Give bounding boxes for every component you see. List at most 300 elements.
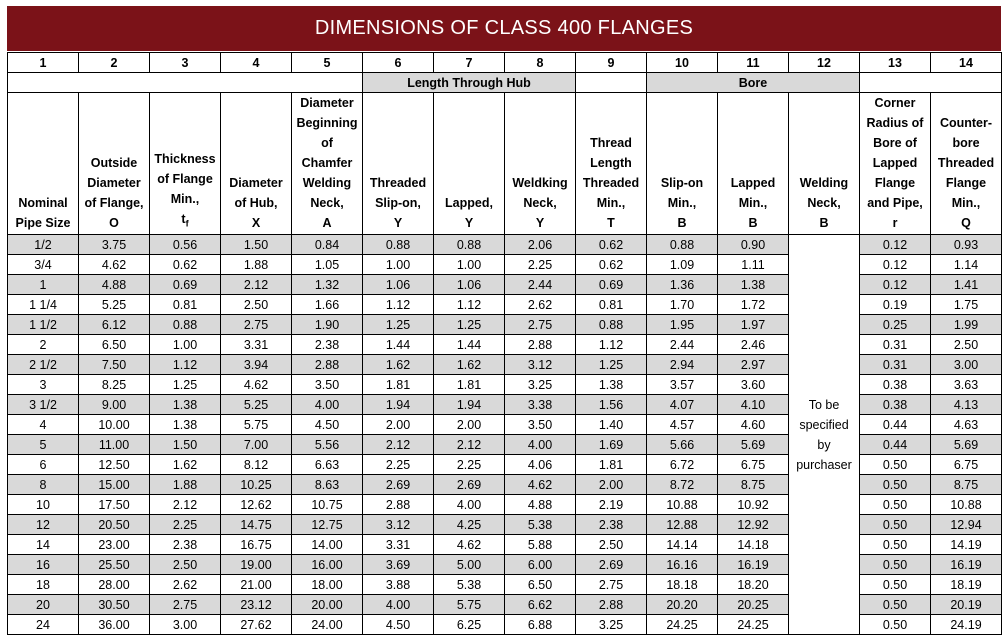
column-header (505, 93, 576, 235)
table-cell: 2.69 (576, 555, 647, 575)
table-cell: 16.16 (647, 555, 718, 575)
table-cell: 3.50 (505, 415, 576, 435)
header-line: Diameter (300, 96, 354, 110)
table-cell: 2.00 (363, 415, 434, 435)
table-cell: 6.63 (292, 455, 363, 475)
header-line: Length (590, 156, 632, 170)
table-cell: 1.25 (576, 355, 647, 375)
header-line: Radius of (866, 116, 924, 130)
table-cell: 0.69 (576, 275, 647, 295)
table-cell: 30.50 (79, 595, 150, 615)
table-cell: 14.18 (718, 535, 789, 555)
table-cell: 1.38 (718, 275, 789, 295)
column-number: 1 (8, 53, 79, 73)
column-group-row (8, 73, 1002, 93)
table-cell: 3.31 (363, 535, 434, 555)
header-line: Y (393, 216, 403, 230)
table-cell: 27.62 (221, 615, 292, 635)
table-cell: 0.81 (150, 295, 221, 315)
table-cell: 0.88 (363, 235, 434, 255)
table-cell: 1.38 (576, 375, 647, 395)
table-cell: 4.62 (505, 475, 576, 495)
table-cell: 20.20 (647, 595, 718, 615)
table-cell: 4.88 (79, 275, 150, 295)
table-cell: 6.25 (434, 615, 505, 635)
header-line: T (607, 216, 615, 230)
header-line: Nominal (18, 196, 68, 210)
table-cell: 1.75 (931, 295, 1002, 315)
table-cell: 0.81 (576, 295, 647, 315)
table-cell: 5.66 (647, 435, 718, 455)
table-cell: 18.19 (931, 575, 1002, 595)
column-number: 11 (718, 53, 789, 73)
pipe-size-cell: 1 1/4 (8, 295, 79, 315)
table-cell: 1.88 (221, 255, 292, 275)
column-header (150, 93, 221, 235)
table-cell: 4.88 (505, 495, 576, 515)
pipe-size-cell: 14 (8, 535, 79, 555)
column-number: 7 (434, 53, 505, 73)
note-line: by (817, 437, 831, 452)
table-cell: 6.00 (505, 555, 576, 575)
pipe-size-cell: 3 (8, 375, 79, 395)
pipe-size-cell: 10 (8, 495, 79, 515)
table-cell: 1.00 (150, 335, 221, 355)
header-line: Min., (667, 196, 697, 210)
table-cell: 4.60 (718, 415, 789, 435)
table-cell: 0.31 (860, 355, 931, 375)
column-header (8, 93, 79, 235)
table-cell: 2.38 (150, 535, 221, 555)
table-cell: 0.50 (860, 575, 931, 595)
table-cell: 1.12 (576, 335, 647, 355)
table-cell: 2.38 (292, 335, 363, 355)
table-cell: 4.13 (931, 395, 1002, 415)
table-cell: 0.69 (150, 275, 221, 295)
header-line: Neck, (310, 196, 344, 210)
table-cell: 10.92 (718, 495, 789, 515)
table-cell: 8.63 (292, 475, 363, 495)
table-cell: 18.20 (718, 575, 789, 595)
pipe-size-cell: 1 1/2 (8, 315, 79, 335)
header-line: Lapped (872, 156, 918, 170)
table-cell: 0.31 (860, 335, 931, 355)
pipe-size-cell: 1 (8, 275, 79, 295)
table-cell: 4.50 (363, 615, 434, 635)
table-cell: 0.50 (860, 595, 931, 615)
table-cell: 16.00 (292, 555, 363, 575)
table-title: DIMENSIONS OF CLASS 400 FLANGES (7, 6, 1001, 51)
table-cell: 6.75 (931, 455, 1002, 475)
header-line: O (109, 216, 119, 230)
table-cell: 1.41 (931, 275, 1002, 295)
table-cell: 14.00 (292, 535, 363, 555)
column-number: 4 (221, 53, 292, 73)
header-line: Chamfer (301, 156, 353, 170)
table-cell: 6.88 (505, 615, 576, 635)
table-cell: 18.18 (647, 575, 718, 595)
table-cell: 3.25 (576, 615, 647, 635)
table-cell: 6.12 (79, 315, 150, 335)
table-cell: 2.12 (150, 495, 221, 515)
pipe-size-cell: 24 (8, 615, 79, 635)
table-cell: 4.00 (505, 435, 576, 455)
header-line: Flange (874, 176, 916, 190)
column-header (79, 93, 150, 235)
table-cell: 6.72 (647, 455, 718, 475)
table-cell: 0.88 (434, 235, 505, 255)
table-cell: 21.00 (221, 575, 292, 595)
table-cell: 15.00 (79, 475, 150, 495)
table-cell: 0.50 (860, 495, 931, 515)
group-spacer (576, 73, 647, 93)
table-cell: 0.84 (292, 235, 363, 255)
table-cell: 2.62 (150, 575, 221, 595)
column-header (789, 93, 860, 235)
header-line: Diameter (229, 176, 283, 190)
header-line: Thickness (154, 151, 216, 166)
table-cell: 2.50 (150, 555, 221, 575)
table-cell: 0.38 (860, 395, 931, 415)
column-number: 6 (363, 53, 434, 73)
table-cell: 1.11 (718, 255, 789, 275)
table-cell: 5.75 (221, 415, 292, 435)
column-number: 8 (505, 53, 576, 73)
header-line: Q (961, 216, 971, 230)
header-line: Neck, (523, 196, 557, 210)
table-cell: 10.88 (647, 495, 718, 515)
table-cell: 3.75 (79, 235, 150, 255)
table-cell: 2.62 (505, 295, 576, 315)
table-cell: 20.00 (292, 595, 363, 615)
table-cell: 10.00 (79, 415, 150, 435)
table-cell: 1.69 (576, 435, 647, 455)
column-number: 2 (79, 53, 150, 73)
table-cell: 1.90 (292, 315, 363, 335)
pipe-size-cell: 8 (8, 475, 79, 495)
table-cell: 1.14 (931, 255, 1002, 275)
table-cell: 1.38 (150, 415, 221, 435)
header-line: Neck, (807, 196, 841, 210)
welding-neck-bore-note (789, 235, 860, 635)
header-line: Y (535, 216, 545, 230)
table-cell: 6.75 (718, 455, 789, 475)
class-400-flanges-table (7, 52, 1002, 635)
table-cell: 4.62 (221, 375, 292, 395)
table-cell: 1.40 (576, 415, 647, 435)
table-cell: 1.81 (576, 455, 647, 475)
header-line: Y (464, 216, 474, 230)
header-line: of Hub, (234, 196, 278, 210)
header-line: B (819, 216, 829, 230)
pipe-size-cell: 16 (8, 555, 79, 575)
column-header (576, 93, 647, 235)
group-length-through-hub: Length Through Hub (363, 73, 576, 93)
table-cell: 2.19 (576, 495, 647, 515)
table-cell: 8.72 (647, 475, 718, 495)
table-cell: 9.00 (79, 395, 150, 415)
header-line: bore (952, 136, 980, 150)
table-cell: 5.38 (434, 575, 505, 595)
table-cell: 12.88 (647, 515, 718, 535)
header-line: B (677, 216, 687, 230)
header-line: Slip-on, (375, 196, 421, 210)
header-line: r (892, 216, 898, 230)
column-number: 14 (931, 53, 1002, 73)
note-line: To be (808, 397, 840, 412)
table-cell: 3.12 (363, 515, 434, 535)
column-header (647, 93, 718, 235)
table-cell: 4.07 (647, 395, 718, 415)
pipe-size-cell: 2 1/2 (8, 355, 79, 375)
table-cell: 0.88 (150, 315, 221, 335)
header-line: X (251, 216, 261, 230)
table-cell: 28.00 (79, 575, 150, 595)
column-number: 10 (647, 53, 718, 73)
table-cell: 0.38 (860, 375, 931, 395)
table-cell: 2.75 (221, 315, 292, 335)
table-cell: 0.50 (860, 455, 931, 475)
table-cell: 2.12 (221, 275, 292, 295)
table-cell: 0.25 (860, 315, 931, 335)
column-number: 9 (576, 53, 647, 73)
table-cell: 1.32 (292, 275, 363, 295)
table-cell: 1.36 (647, 275, 718, 295)
table-cell: 2.00 (576, 475, 647, 495)
header-line: Outside (90, 156, 138, 170)
table-cell: 5.00 (434, 555, 505, 575)
table-cell: 4.25 (434, 515, 505, 535)
header-line: and Pipe, (867, 196, 923, 210)
column-header (931, 93, 1002, 235)
table-cell: 12.62 (221, 495, 292, 515)
table-cell: 1.66 (292, 295, 363, 315)
table-cell: 1.12 (434, 295, 505, 315)
table-cell: 1.62 (363, 355, 434, 375)
table-cell: 3.12 (505, 355, 576, 375)
table-cell: 1.97 (718, 315, 789, 335)
table-cell: 20.25 (718, 595, 789, 615)
header-line: Threaded (369, 176, 427, 190)
table-cell: 1.72 (718, 295, 789, 315)
table-cell: 5.69 (931, 435, 1002, 455)
table-cell: 5.25 (79, 295, 150, 315)
table-cell: 0.12 (860, 235, 931, 255)
header-line: Bore of (873, 136, 917, 150)
table-cell: 2.50 (576, 535, 647, 555)
table-cell: 4.62 (79, 255, 150, 275)
table-cell: 2.97 (718, 355, 789, 375)
note-line: purchaser (796, 457, 852, 472)
header-line: A (322, 216, 332, 230)
table-cell: 18.00 (292, 575, 363, 595)
table-cell: 0.12 (860, 275, 931, 295)
table-cell: 0.50 (860, 475, 931, 495)
table-cell: 2.38 (576, 515, 647, 535)
table-cell: 2.46 (718, 335, 789, 355)
table-cell: 4.57 (647, 415, 718, 435)
table-cell: 3.57 (647, 375, 718, 395)
header-line: Pipe Size (15, 216, 71, 230)
table-cell: 24.25 (647, 615, 718, 635)
table-cell: 12.75 (292, 515, 363, 535)
table-cell: 5.75 (434, 595, 505, 615)
header-line: Threaded (937, 156, 995, 170)
table-cell: 1.06 (363, 275, 434, 295)
table-cell: 2.12 (363, 435, 434, 455)
table-cell: 1.38 (150, 395, 221, 415)
table-cell: 10.75 (292, 495, 363, 515)
table-cell: 3.69 (363, 555, 434, 575)
table-cell: 1.99 (931, 315, 1002, 335)
group-bore: Bore (647, 73, 860, 93)
header-line: Diameter (87, 176, 141, 190)
table-cell: 4.50 (292, 415, 363, 435)
table-cell: 4.63 (931, 415, 1002, 435)
table-cell: 2.06 (505, 235, 576, 255)
table-cell: 4.00 (292, 395, 363, 415)
pipe-size-cell: 4 (8, 415, 79, 435)
table-cell: 1.95 (647, 315, 718, 335)
table-cell: 2.88 (576, 595, 647, 615)
table-cell: 14.19 (931, 535, 1002, 555)
column-header-row (8, 93, 1002, 235)
table-cell: 2.69 (434, 475, 505, 495)
table-cell: 3.50 (292, 375, 363, 395)
table-cell: 2.25 (434, 455, 505, 475)
table-row (8, 235, 1002, 255)
column-header (292, 93, 363, 235)
table-cell: 23.00 (79, 535, 150, 555)
table-cell: 1.94 (363, 395, 434, 415)
table-cell: 2.50 (221, 295, 292, 315)
header-line: Welding (799, 176, 849, 190)
table-cell: 1.25 (150, 375, 221, 395)
header-line: Slip-on (660, 176, 704, 190)
table-cell: 2.88 (363, 495, 434, 515)
table-cell: 11.00 (79, 435, 150, 455)
table-cell: 14.14 (647, 535, 718, 555)
pipe-size-cell: 1/2 (8, 235, 79, 255)
table-cell: 0.19 (860, 295, 931, 315)
table-cell: 12.92 (718, 515, 789, 535)
table-cell: 0.44 (860, 435, 931, 455)
table-cell: 10.88 (931, 495, 1002, 515)
table-cell: 8.25 (79, 375, 150, 395)
header-line: Weldking (512, 176, 568, 190)
table-cell: 5.25 (221, 395, 292, 415)
header-subscript: f (185, 218, 189, 228)
table-cell: 0.12 (860, 255, 931, 275)
table-cell: 2.88 (292, 355, 363, 375)
table-cell: 5.69 (718, 435, 789, 455)
table-cell: 3.00 (931, 355, 1002, 375)
table-cell: 2.88 (505, 335, 576, 355)
table-cell: 3.88 (363, 575, 434, 595)
table-cell: 5.88 (505, 535, 576, 555)
pipe-size-cell: 5 (8, 435, 79, 455)
table-cell: 2.69 (363, 475, 434, 495)
table-cell: 23.12 (221, 595, 292, 615)
table-cell: 17.50 (79, 495, 150, 515)
header-line: of Flange, (84, 196, 144, 210)
table-cell: 2.44 (505, 275, 576, 295)
table-body (8, 53, 1002, 635)
header-line: Beginning (296, 116, 358, 130)
table-cell: 0.50 (860, 535, 931, 555)
table-cell: 0.90 (718, 235, 789, 255)
header-line: of Flange (157, 171, 213, 186)
table-cell: 2.44 (647, 335, 718, 355)
pipe-size-cell: 2 (8, 335, 79, 355)
table-cell: 1.62 (150, 455, 221, 475)
table-cell: 2.25 (505, 255, 576, 275)
table-cell: 0.93 (931, 235, 1002, 255)
table-cell: 0.50 (860, 615, 931, 635)
header-line: Threaded (582, 176, 640, 190)
header-line: Min., (170, 191, 200, 206)
header-line: of (321, 136, 333, 150)
column-header (363, 93, 434, 235)
group-spacer (860, 73, 1002, 93)
table-cell: 16.75 (221, 535, 292, 555)
table-cell: 20.19 (931, 595, 1002, 615)
column-number-row (8, 53, 1002, 73)
table-cell: 4.62 (434, 535, 505, 555)
table-cell: 1.25 (434, 315, 505, 335)
table-cell: 2.75 (576, 575, 647, 595)
table-cell: 1.81 (363, 375, 434, 395)
table-cell: 1.94 (434, 395, 505, 415)
table-cell: 6.62 (505, 595, 576, 615)
table-cell: 3.38 (505, 395, 576, 415)
table-cell: 12.94 (931, 515, 1002, 535)
table-cell: 2.00 (434, 415, 505, 435)
table-cell: 1.12 (150, 355, 221, 375)
table-cell: 0.44 (860, 415, 931, 435)
table-cell: 5.56 (292, 435, 363, 455)
table-cell: 0.50 (860, 555, 931, 575)
table-cell: 1.70 (647, 295, 718, 315)
table-cell: 5.38 (505, 515, 576, 535)
table-cell: 1.88 (150, 475, 221, 495)
table-cell: 3.63 (931, 375, 1002, 395)
column-number: 3 (150, 53, 221, 73)
table-cell: 0.88 (647, 235, 718, 255)
header-line: B (748, 216, 758, 230)
pipe-size-cell: 20 (8, 595, 79, 615)
table-cell: 20.50 (79, 515, 150, 535)
table-cell: 2.75 (150, 595, 221, 615)
table-cell: 1.00 (363, 255, 434, 275)
header-line: Counter- (939, 116, 993, 130)
header-line: t (181, 211, 186, 226)
pipe-size-cell: 6 (8, 455, 79, 475)
table-cell: 3.25 (505, 375, 576, 395)
table-cell: 3.94 (221, 355, 292, 375)
table-cell: 7.00 (221, 435, 292, 455)
column-header (718, 93, 789, 235)
header-line: Lapped, (445, 196, 493, 210)
table-cell: 2.94 (647, 355, 718, 375)
table-cell: 0.56 (150, 235, 221, 255)
table-cell: 1.50 (150, 435, 221, 455)
table-cell: 4.10 (718, 395, 789, 415)
table-cell: 19.00 (221, 555, 292, 575)
table-cell: 24.19 (931, 615, 1002, 635)
column-number: 5 (292, 53, 363, 73)
table-cell: 1.56 (576, 395, 647, 415)
